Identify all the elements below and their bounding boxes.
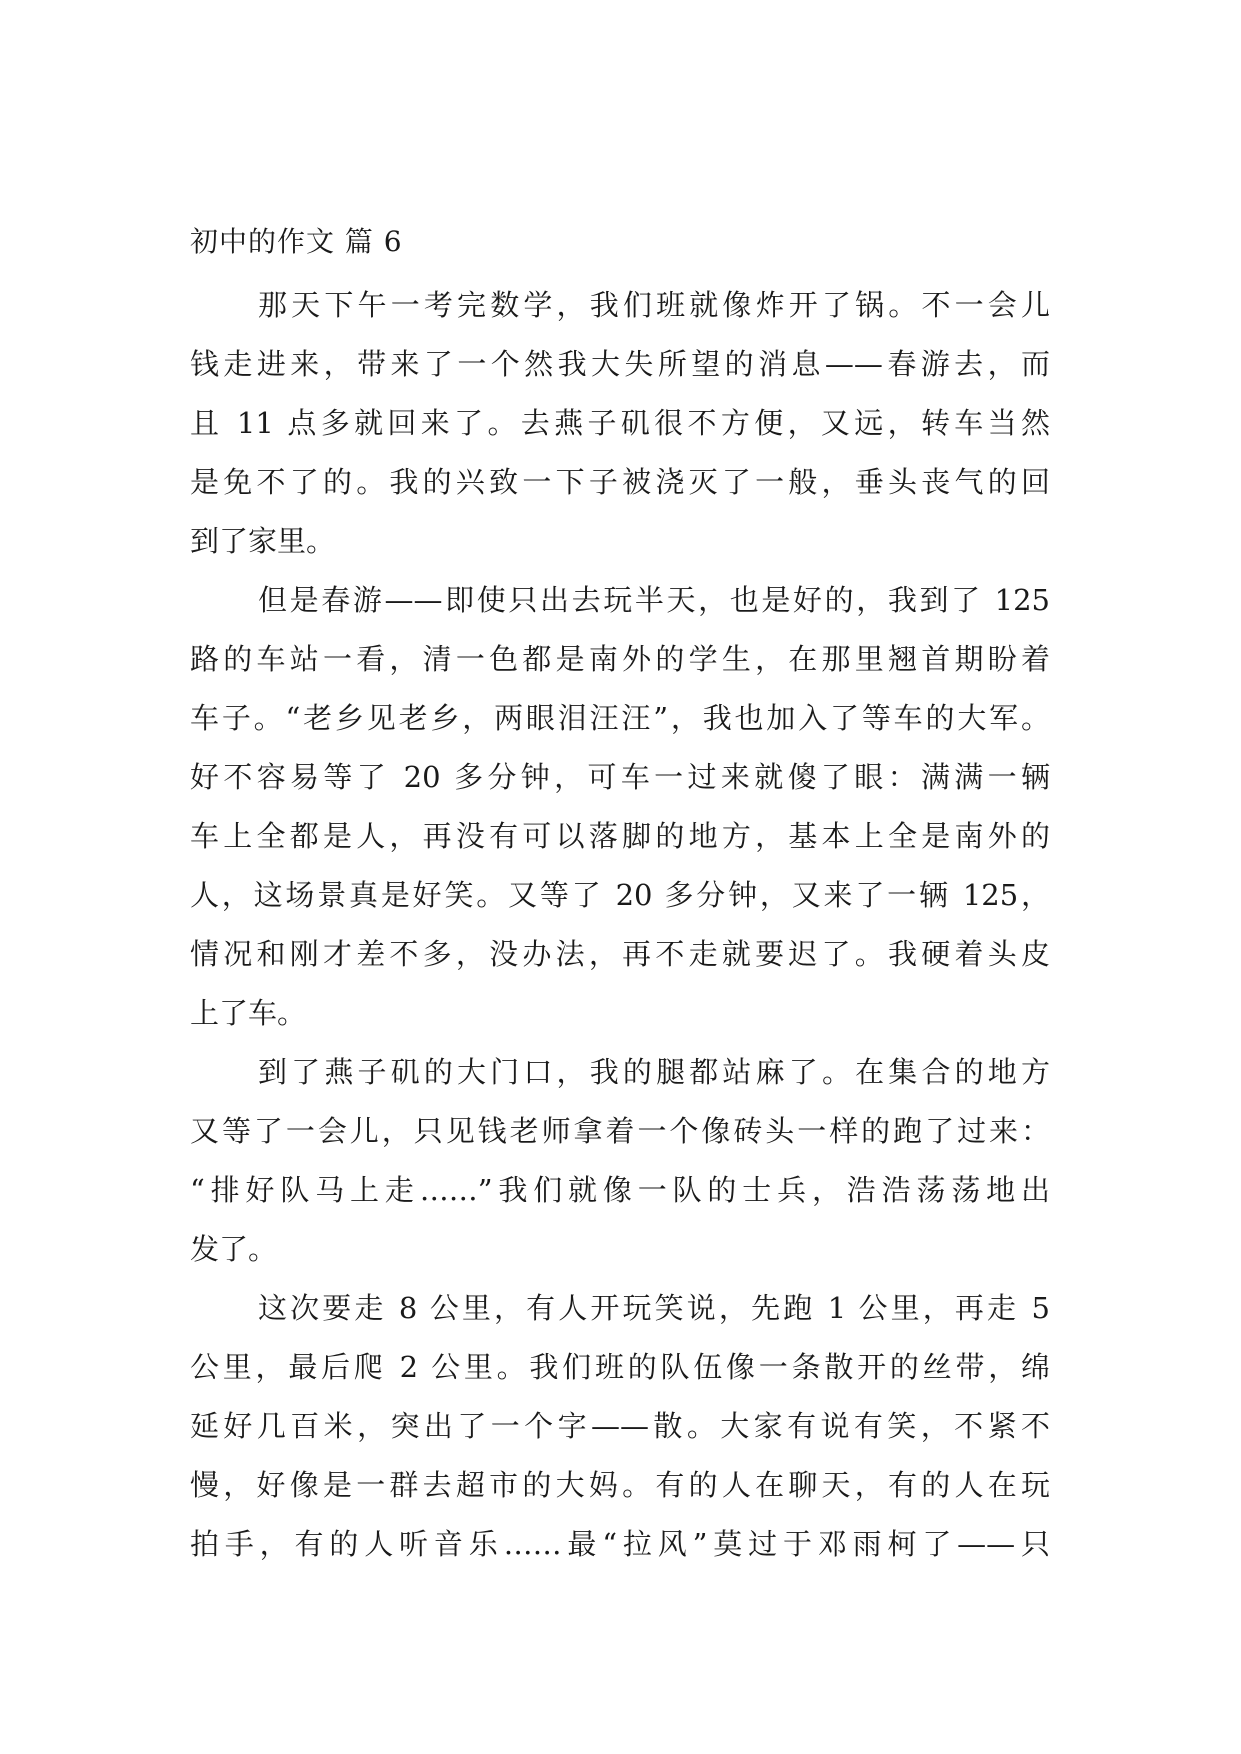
text-line: “排好队马上走……”我们就像一队的士兵，浩浩荡荡地出: [190, 1173, 1050, 1207]
text-line: 到了燕子矶的大门口，我的腿都站麻了。在集合的地方: [258, 1055, 1050, 1089]
document-title: 初中的作文 篇 6: [190, 225, 403, 258]
paragraph-3: [190, 1043, 1050, 1279]
text-line: 且 11 点多就回来了。去燕子矶很不方便，又远，转车当然: [190, 406, 1050, 440]
text-line: 上了车。: [190, 996, 307, 1030]
text-line: 拍手，有的人听音乐……最“拉风”莫过于邓雨柯了——只: [190, 1527, 1050, 1561]
text-line: 好不容易等了 20 多分钟，可车一过来就傻了眼：满满一辆: [190, 760, 1050, 794]
text-line: 情况和刚才差不多，没办法，再不走就要迟了。我硬着头皮: [190, 937, 1050, 971]
text-line: 路的车站一看，清一色都是南外的学生，在那里翘首期盼着: [190, 642, 1050, 676]
text-line: 又等了一会儿，只见钱老师拿着一个像砖头一样的跑了过来：: [190, 1114, 1050, 1148]
text-line: 发了。: [190, 1232, 278, 1266]
text-line: 延好几百米，突出了一个字——散。大家有说有笑，不紧不: [190, 1409, 1050, 1443]
text-line: 车子。“老乡见老乡，两眼泪汪汪”，我也加入了等车的大军。: [190, 701, 1050, 735]
text-line: 人，这场景真是好笑。又等了 20 多分钟，又来了一辆 125，: [190, 878, 1050, 912]
text-line: 那天下午一考完数学，我们班就像炸开了锅。不一会儿: [258, 288, 1050, 322]
paragraph-2: [190, 571, 1050, 1043]
document-body: [190, 218, 1050, 1574]
paragraph-4: [190, 1279, 1050, 1574]
text-line: 钱走进来，带来了一个然我大失所望的消息——春游去，而: [190, 347, 1050, 381]
text-line: 慢，好像是一群去超市的大妈。有的人在聊天，有的人在玩: [190, 1468, 1050, 1502]
text-line: 但是春游——即使只出去玩半天，也是好的，我到了 125: [258, 583, 1050, 617]
text-line: 是免不了的。我的兴致一下子被浇灭了一般，垂头丧气的回: [190, 465, 1050, 499]
text-line: 车上全都是人，再没有可以落脚的地方，基本上全是南外的: [190, 819, 1050, 853]
text-line: 到了家里。: [190, 524, 336, 558]
text-line: 公里，最后爬 2 公里。我们班的队伍像一条散开的丝带，绵: [190, 1350, 1050, 1384]
text-line: 这次要走 8 公里，有人开玩笑说，先跑 1 公里，再走 5: [258, 1291, 1050, 1325]
paragraph-1: [190, 276, 1050, 571]
